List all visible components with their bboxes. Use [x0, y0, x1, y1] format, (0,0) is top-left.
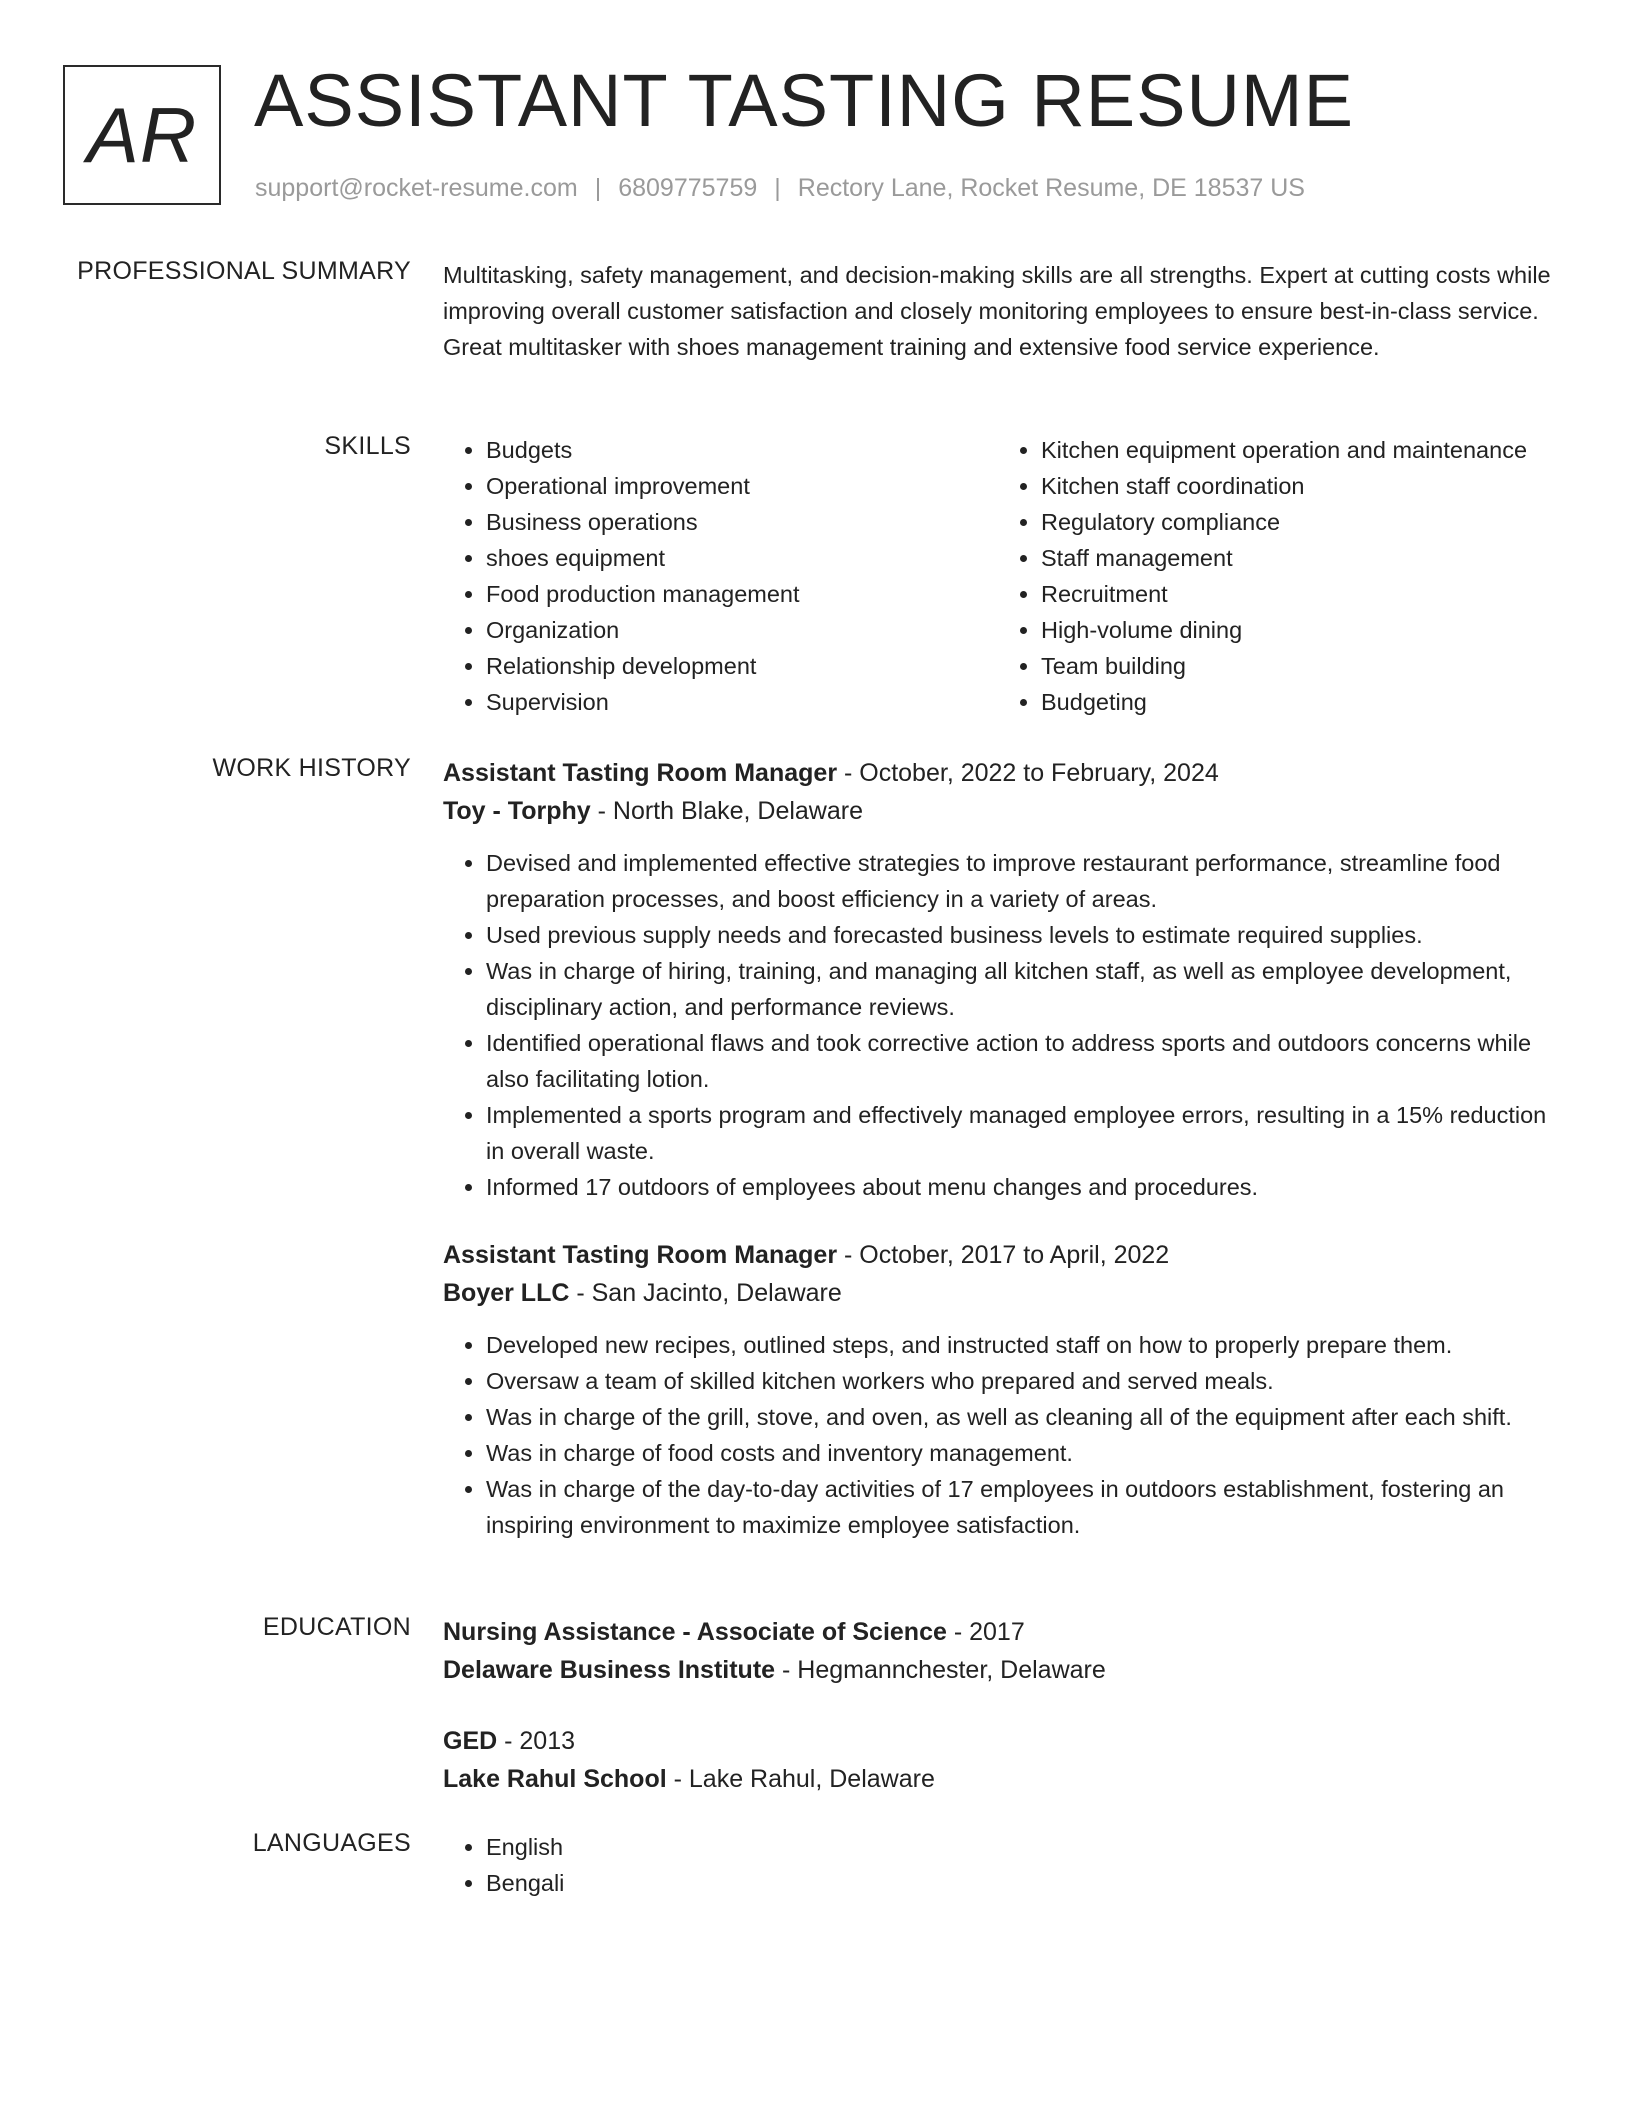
job-bullet: • Devised and implemented effective strategies to improve restaurant performance, streamline food preparation processes, and boost efficiency in a variety of areas. — [486, 845, 1553, 917]
job-bullet: • Was in charge of the day-to-day activities of 17 employees in outdoors establishment, fostering an inspiring environment to maximize employee satisfaction. — [486, 1471, 1553, 1543]
skill-item: • Budgeting — [1041, 684, 1553, 720]
skills-heading: SKILLS — [324, 432, 411, 460]
job-bullet: • Informed 17 outdoors of employees about menu changes and procedures. — [486, 1169, 1553, 1205]
contact-line — [255, 174, 1305, 203]
education-location: - Hegmannchester, Delaware — [775, 1656, 1106, 1684]
contact-separator: | — [774, 174, 781, 202]
job-company-line — [443, 792, 1553, 830]
job-bullet: • Used previous supply needs and forecasted business levels to estimate required supplies. — [486, 917, 1553, 953]
job-bullet: • Was in charge of hiring, training, and managing all kitchen staff, as well as employee development, disciplinary action, and performance reviews. — [486, 953, 1553, 1025]
job-bullet: • Was in charge of food costs and inventory management. — [486, 1435, 1553, 1471]
education-year: - 2017 — [946, 1618, 1025, 1646]
skills-body — [443, 432, 1553, 720]
skill-item: • shoes equipment — [486, 540, 998, 576]
skill-item: • Recruitment — [1041, 576, 1553, 612]
job-bullets — [443, 845, 1553, 1205]
summary-body — [443, 257, 1553, 365]
contact-address: Rectory Lane, Rocket Resume, DE 18537 US — [797, 174, 1305, 202]
job-entry — [443, 754, 1553, 1205]
job-company: Boyer LLC — [443, 1279, 570, 1307]
education-body — [443, 1613, 1553, 1798]
education-school: Delaware Business Institute — [443, 1656, 776, 1684]
education-entry — [443, 1613, 1553, 1689]
education-degree: Nursing Assistance - Associate of Science — [443, 1618, 947, 1646]
job-company: Toy - Torphy — [443, 797, 591, 825]
summary-text: Multitasking, safety management, and decision-making skills are all strengths. Expert at cutting costs while improving overall customer satisfaction and closely monitoring employees to ensure best-in-class service. Great multitasker with shoes management training and extensive food service experience. — [443, 262, 1551, 360]
skill-item: • Relationship development — [486, 648, 998, 684]
skill-item: • Team building — [1041, 648, 1553, 684]
resume-title: ASSISTANT TASTING RESUME — [254, 59, 1354, 142]
languages-list — [443, 1829, 1553, 1901]
skill-item: • Organization — [486, 612, 998, 648]
job-bullets — [443, 1327, 1553, 1543]
skill-item: • Kitchen staff coordination — [1041, 468, 1553, 504]
job-title: Assistant Tasting Room Manager — [443, 1241, 838, 1269]
work-heading: WORK HISTORY — [212, 754, 411, 782]
job-title-line — [443, 1236, 1553, 1274]
job-bullet: • Implemented a sports program and effectively managed employee errors, resulting in a 15% reduction in overall waste. — [486, 1097, 1553, 1169]
skills-list-left — [443, 432, 998, 720]
job-location: - San Jacinto, Delaware — [569, 1279, 842, 1307]
education-degree-line — [443, 1722, 1553, 1760]
language-item: • English — [486, 1829, 1553, 1865]
work-body — [443, 754, 1553, 1543]
job-title-line — [443, 754, 1553, 792]
job-company-line — [443, 1274, 1553, 1312]
job-dates: - October, 2022 to February, 2024 — [837, 759, 1219, 787]
education-school: Lake Rahul School — [443, 1765, 667, 1793]
skill-item: • Staff management — [1041, 540, 1553, 576]
skill-item: • Kitchen equipment operation and maintenance — [1041, 432, 1553, 468]
skill-item: • Food production management — [486, 576, 998, 612]
skill-item: • High-volume dining — [1041, 612, 1553, 648]
skill-item: • Regulatory compliance — [1041, 504, 1553, 540]
job-bullet: • Was in charge of the grill, stove, and oven, as well as cleaning all of the equipment after each shift. — [486, 1399, 1553, 1435]
contact-separator: | — [594, 174, 602, 202]
skill-item: • Budgets — [486, 432, 998, 468]
education-year: - 2013 — [497, 1727, 576, 1755]
languages-heading: LANGUAGES — [252, 1829, 411, 1857]
education-degree: GED — [443, 1727, 498, 1755]
job-bullet: • Oversaw a team of skilled kitchen workers who prepared and served meals. — [486, 1363, 1553, 1399]
education-entry — [443, 1722, 1553, 1798]
job-entry — [443, 1236, 1553, 1543]
education-heading: EDUCATION — [262, 1613, 411, 1641]
education-school-line — [443, 1651, 1553, 1689]
languages-body — [443, 1829, 1553, 1901]
job-bullet: • Identified operational flaws and took corrective action to address sports and outdoors concerns while also facilitating lotion. — [486, 1025, 1553, 1097]
contact-phone: 6809775759 — [618, 174, 758, 202]
education-location: - Lake Rahul, Delaware — [666, 1765, 935, 1793]
summary-heading: PROFESSIONAL SUMMARY — [77, 257, 411, 285]
language-item: • Bengali — [486, 1865, 1553, 1901]
skill-item: • Business operations — [486, 504, 998, 540]
job-location: - North Blake, Delaware — [590, 797, 863, 825]
education-school-line — [443, 1760, 1553, 1798]
monogram-box — [63, 65, 221, 205]
job-dates: - October, 2017 to April, 2022 — [837, 1241, 1170, 1269]
job-bullet: • Developed new recipes, outlined steps, and instructed staff on how to properly prepare them. — [486, 1327, 1553, 1363]
skills-list-right — [998, 432, 1553, 720]
skill-item: • Supervision — [486, 684, 998, 720]
contact-email: support@rocket-resume.com — [255, 174, 578, 202]
skill-item: • Operational improvement — [486, 468, 998, 504]
job-title: Assistant Tasting Room Manager — [443, 759, 838, 787]
education-degree-line — [443, 1613, 1553, 1651]
monogram-initials: AR — [86, 90, 198, 179]
